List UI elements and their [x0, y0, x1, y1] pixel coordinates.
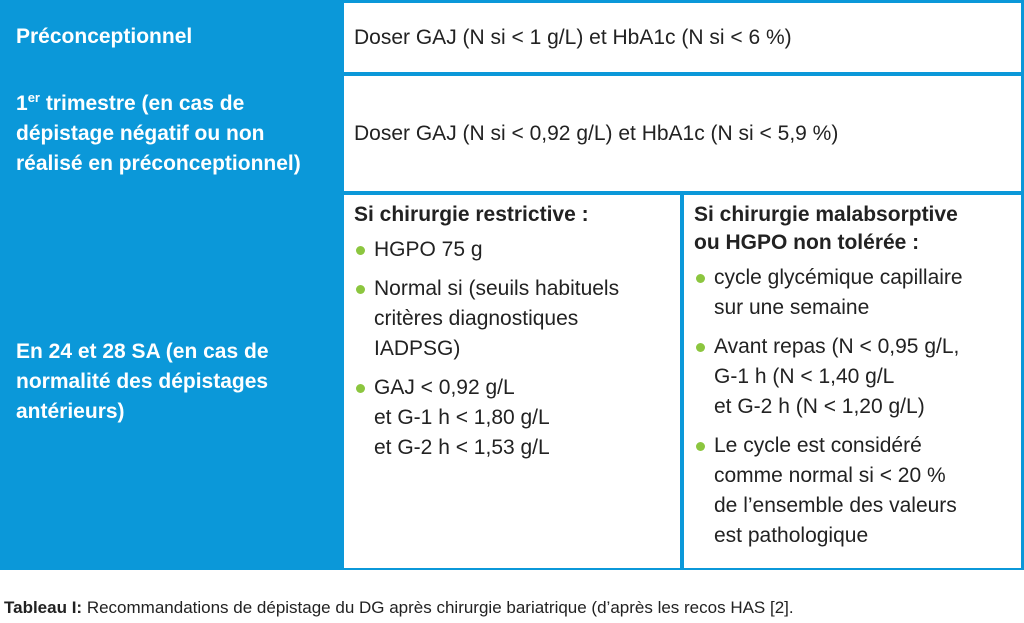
row-label-preconception: Préconceptionnel	[16, 25, 193, 48]
row-label-first-trimester: 1er trimestre (en cas de dépistage négatif ou non réalisé en préconceptionnel)	[16, 89, 301, 175]
table-caption: Tableau I: Recommandations de dépistage du DG après chirurgie bariatrique (d’après les recos HAS [2].	[4, 598, 794, 617]
bullet-icon	[356, 285, 365, 294]
list-item: Avant repas (N < 0,95 g/L, G-1 h (N < 1,40 g/L et G-2 h (N < 1,20 g/L)	[694, 332, 1011, 422]
malabsorptive-list	[694, 263, 1011, 551]
restrictive-list	[354, 235, 670, 463]
row-content-first-trimester: Doser GAJ (N si < 0,92 g/L) et HbA1c (N si < 5,9 %)	[344, 76, 1021, 191]
bullet-icon	[356, 384, 365, 393]
bullet-icon	[356, 246, 365, 255]
list-item: GAJ < 0,92 g/L et G-1 h < 1,80 g/L et G-2 h < 1,53 g/L	[354, 373, 670, 463]
row-label-24-28-sa: En 24 et 28 SA (en cas de normalité des dépistages antérieurs)	[16, 339, 269, 423]
bullet-icon	[696, 442, 705, 451]
malabsorptive-heading: Si chirurgie malabsorptive ou HGPO non tolérée :	[694, 203, 958, 254]
restrictive-heading: Si chirurgie restrictive :	[354, 203, 589, 226]
restrictive-surgery-cell	[344, 195, 680, 568]
malabsorptive-surgery-cell	[684, 195, 1021, 568]
row-content-preconception: Doser GAJ (N si < 1 g/L) et HbA1c (N si < 6 %)	[344, 3, 1021, 72]
list-item: Le cycle est considéré comme normal si < 20 % de l’ensemble des valeurs est pathologique	[694, 431, 1011, 551]
list-item: HGPO 75 g	[354, 235, 670, 265]
list-item: Normal si (seuils habituels critères diagnostiques IADPSG)	[354, 274, 670, 364]
bullet-icon	[696, 343, 705, 352]
bullet-icon	[696, 274, 705, 283]
list-item: cycle glycémique capillaire sur une semaine	[694, 263, 1011, 323]
